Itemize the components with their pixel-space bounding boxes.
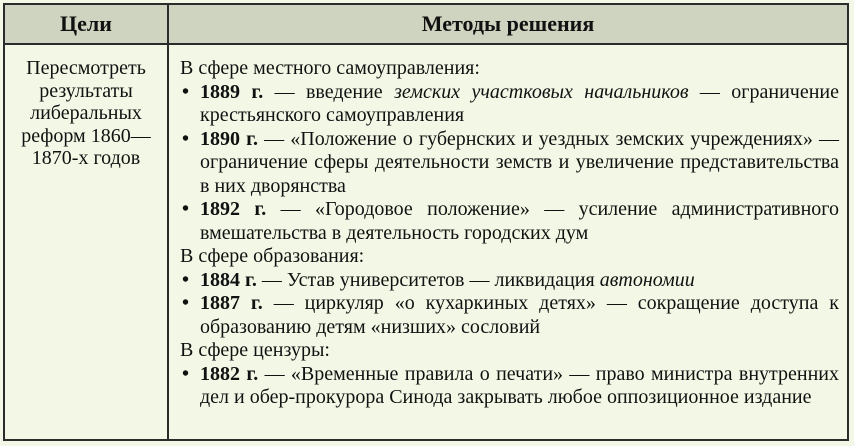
item-text: — «Положение о губернских и уездных земских учреждениях» — ограничение сферы деятельности земств и увеличение представительства в них дворянства <box>200 127 839 197</box>
list-item <box>180 363 839 410</box>
table-row <box>5 44 847 439</box>
section-title-local: В сфере местного самоуправления: <box>180 57 480 79</box>
list-item <box>180 198 839 245</box>
methods-cell <box>168 44 847 439</box>
goal-cell: Пересмотреть результаты либеральных реформ 1860—1870-х годов <box>5 44 168 439</box>
header-methods: Методы решения <box>168 5 847 44</box>
item-text: — введение <box>263 80 395 103</box>
reforms-table <box>5 5 847 439</box>
item-text: — Устав университетов — ликвидация <box>256 268 600 291</box>
item-year: 1892 г. <box>200 198 267 220</box>
list-item <box>180 81 839 128</box>
item-emphasis: автономии <box>599 268 695 291</box>
list-item <box>180 292 839 339</box>
item-text-rest: — ограничение крестьянского самоуправления <box>200 80 839 126</box>
reforms-table-frame <box>3 3 849 441</box>
item-text: — «Городовое положение» — усиление административного вмешательства в деятельность городских дум <box>200 198 840 244</box>
item-text: — циркуляр «о кухаркиных детях» — сокращение доступа к образованию детям «низших» сословий <box>200 292 839 338</box>
list-item <box>180 128 839 199</box>
item-year: 1887 г. <box>200 292 263 314</box>
header-row <box>5 5 847 44</box>
item-emphasis: земских участковых начальников <box>394 80 689 103</box>
item-text: — «Временные правила о печати» — право министра внутренних дел и обер-прокурора Синода закрывать любое оппозиционное издание <box>200 362 839 408</box>
item-year: 1882 г. <box>200 362 259 385</box>
list-item <box>180 269 839 293</box>
header-goals: Цели <box>5 5 168 44</box>
item-year: 1884 г. <box>200 268 257 291</box>
section-title-education: В сфере образования: <box>180 245 365 267</box>
section-title-censorship: В сфере цензуры: <box>180 339 330 361</box>
item-year: 1890 г. <box>200 127 258 150</box>
item-year: 1889 г. <box>200 80 264 103</box>
